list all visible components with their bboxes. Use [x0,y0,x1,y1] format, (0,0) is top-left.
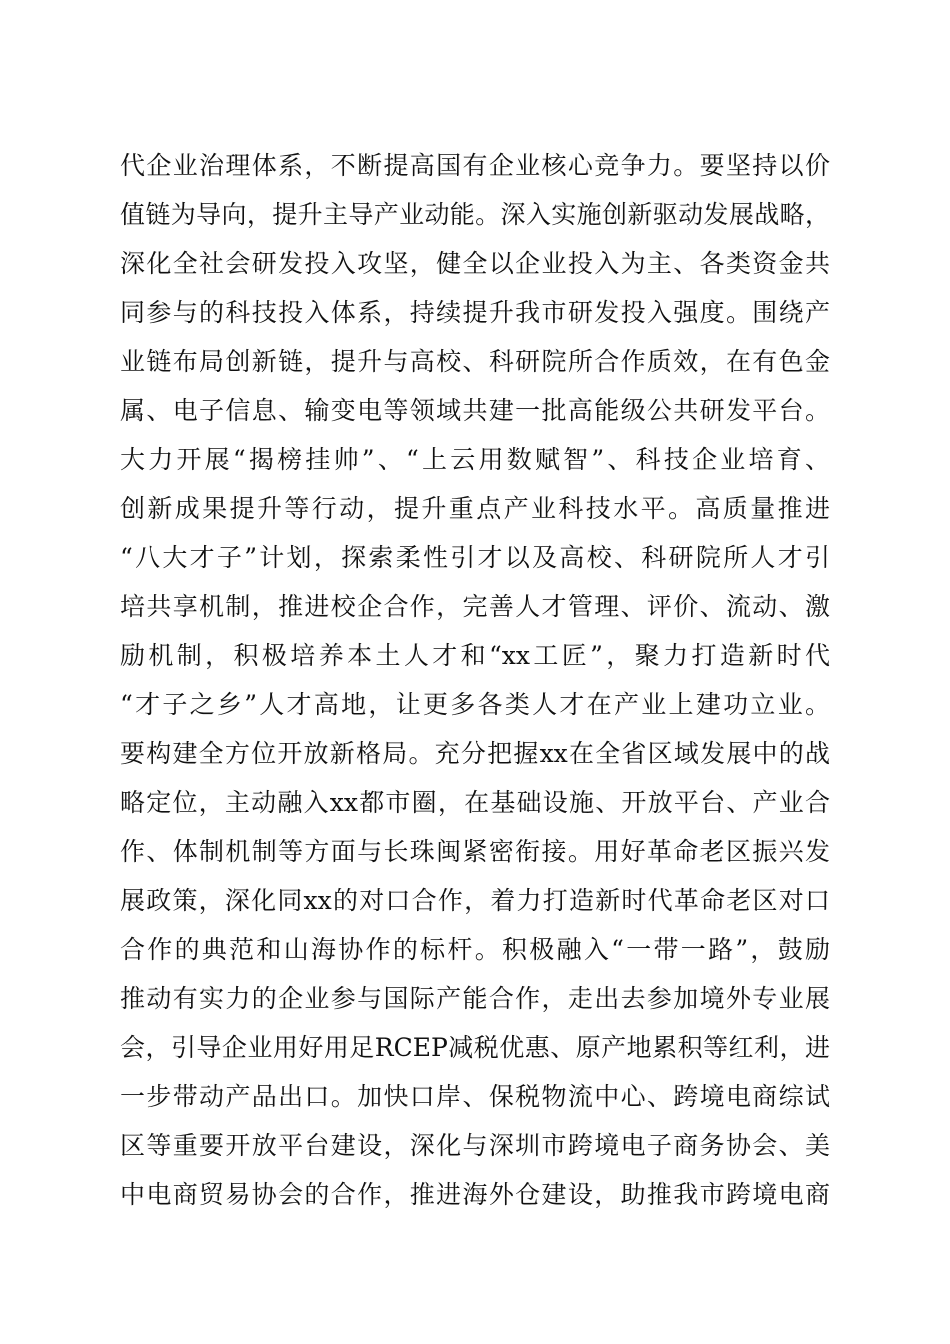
body-paragraph [120,141,830,1219]
text-line: 深化全社会研发投入攻坚，健全以企业投入为主、各类资金共 [120,249,830,278]
text-line: 同参与的科技投入体系，持续提升我市研发投入强度。围绕产 [120,298,830,327]
text-line: “才子之乡”人才高地，让更多各类人才在产业上建功立业。 [120,690,830,719]
text-line: 大力开展“揭榜挂帅”、“上云用数赋智”、科技企业培育、 [120,445,830,474]
text-line: 励机制，积极培养本土人才和“xx工匠”，聚力打造新时代 [120,641,830,670]
text-line: 合作的典范和山海协作的标杆。积极融入“一带一路”，鼓励 [120,935,830,964]
text-line: “八大才子”计划，探索柔性引才以及高校、科研院所人才引 [120,543,830,572]
text-line: 培共享机制，推进校企合作，完善人才管理、评价、流动、激 [120,592,830,621]
text-line: 会，引导企业用好用足RCEP减税优惠、原产地累积等红利，进 [120,1033,830,1062]
text-line: 值链为导向，提升主导产业动能。深入实施创新驱动发展战略， [120,200,830,229]
text-line: 作、体制机制等方面与长珠闽紧密衔接。用好革命老区振兴发 [120,837,830,866]
text-line: 区等重要开放平台建设，深化与深圳市跨境电子商务协会、美 [120,1131,830,1160]
text-line: 略定位，主动融入xx都市圈，在基础设施、开放平台、产业合 [120,788,830,817]
text-line: 中电商贸易协会的合作，推进海外仓建设，助推我市跨境电商 [120,1180,830,1209]
text-line: 展政策，深化同xx的对口合作，着力打造新时代革命老区对口 [120,886,830,915]
text-line: 要构建全方位开放新格局。充分把握xx在全省区域发展中的战 [120,739,830,768]
text-line: 一步带动产品出口。加快口岸、保税物流中心、跨境电商综试 [120,1082,830,1111]
text-line: 代企业治理体系，不断提高国有企业核心竞争力。要坚持以价 [120,151,830,180]
text-line: 推动有实力的企业参与国际产能合作，走出去参加境外专业展 [120,984,830,1013]
text-line: 属、电子信息、输变电等领域共建一批高能级公共研发平台。 [120,396,830,425]
text-line: 创新成果提升等行动，提升重点产业科技水平。高质量推进 [120,494,830,523]
text-line: 业链布局创新链，提升与高校、科研院所合作质效，在有色金 [120,347,830,376]
